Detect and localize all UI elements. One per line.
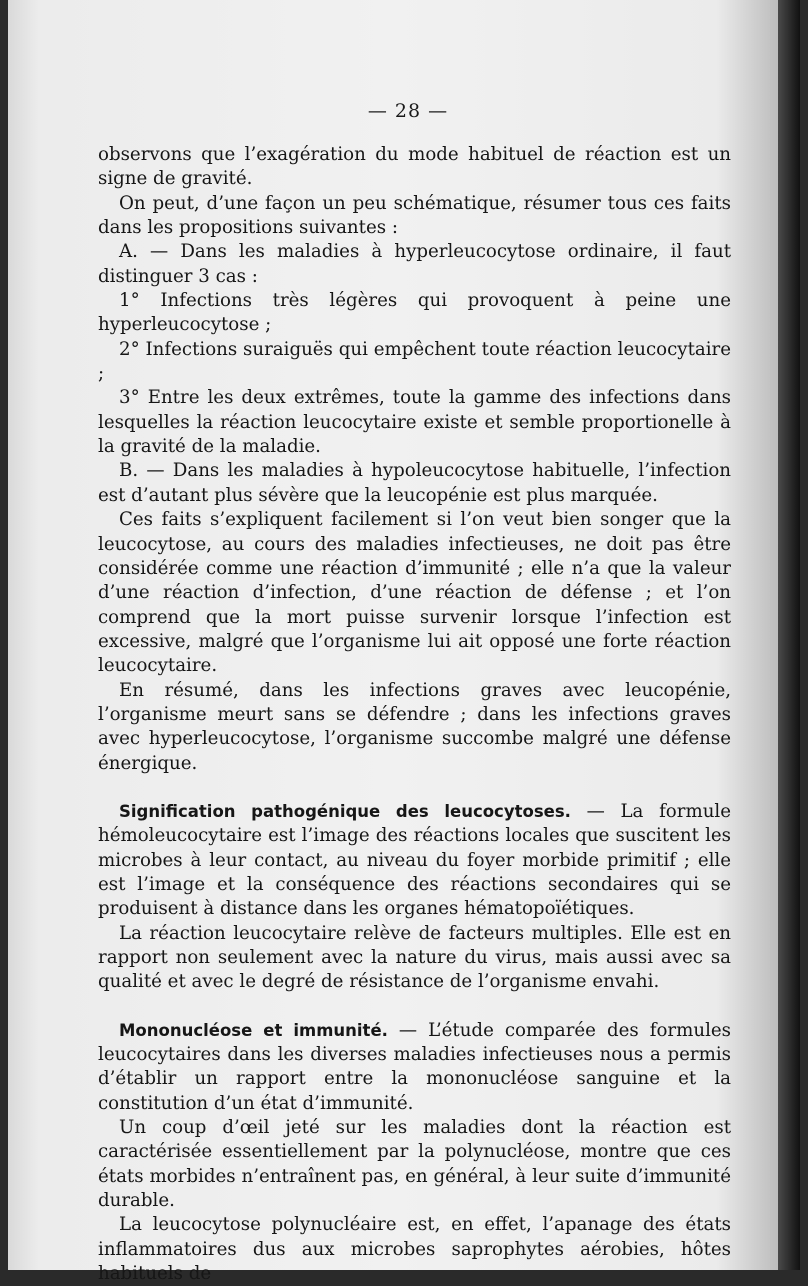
paragraph: La réaction leucocytaire relève de facteurs multiples. Elle est en rapport non seulement avec la nature du virus, mais aussi avec sa qualité et avec le degré de résistance de l’organisme envahi. <box>98 922 731 993</box>
paragraph: 3° Entre les deux extrêmes, toute la gamme des infections dans lesquelles la réaction leucocytaire existe et semble proportionelle à la gravité de la maladie. <box>98 387 731 458</box>
paragraph: Ces faits s’expliquent facilement si l’on veut bien songer que la leucocytose, au cours des maladies infectieuses, ne doit pas être considérée comme une réaction d’immunité ; elle n’a que la valeur d’une réaction d’infection, d’une réaction de défense ; et l’on comprend que la mort puisse survenir lorsque l’infection est excessive, malgré que l’organisme lui ait opposé une forte réaction leucocytaire. <box>98 509 731 677</box>
paragraph: Un coup d’œil jeté sur les maladies dont la réaction est caractérisée essentiellement par la polynucléose, montre que ces états morbides n’entraînent pas, en général, à leur suite d’immunité durable. <box>98 1117 731 1212</box>
section-immunity-lead <box>98 1019 731 1116</box>
section-spacer <box>98 995 731 1019</box>
section-lead-text: — La formule hémoleucocytaire est l’image des réactions locales que suscitent les microbes à leur contact, au niveau du foyer morbide primitif ; elle est l’image et la conséquence des réactions secondaires qui se produisent à distance dans les organes hématopoïétiques. <box>98 800 731 920</box>
paragraph: On peut, d’une façon un peu schématique, résumer tous ces faits dans les propositions suivantes : <box>98 192 731 239</box>
page-edge-shadow <box>778 0 800 1270</box>
section-pathogenic-lead <box>98 800 731 922</box>
paragraph: B. — Dans les maladies à hypoleucocytose habituelle, l’infection est d’autant plus sévère que la leucopénie est plus marquée. <box>98 460 731 506</box>
paragraph: 2° Infections suraiguës qui empêchent toute réaction leucocytaire ; <box>98 338 731 385</box>
page-number: — 28 — <box>367 100 449 122</box>
section-heading: Mononucléose et immunité. <box>119 1020 388 1040</box>
paragraph: A. — Dans les maladies à hyperleucocytose ordinaire, il faut distinguer 3 cas : <box>98 241 731 287</box>
document-page <box>8 0 778 1285</box>
paragraph: observons que l’exagération du mode habituel de réaction est un signe de gravité. <box>98 144 731 190</box>
section-spacer <box>98 776 731 800</box>
section-lead-text: — L’étude comparée des formules leucocytaires dans les diverses maladies infectieuses nous a permis d’établir un rapport entre la mononucléose sanguine et la constitution d’un état d’immunité. <box>98 1019 731 1114</box>
paragraph: 1° Infections très légères qui provoquent à peine une hyperleucocytose ; <box>98 290 731 336</box>
section-heading: Signification pathogénique des leucocytoses. <box>119 801 571 821</box>
paragraph: En résumé, dans les infections graves avec leucopénie, l’organisme meurt sans se défendre ; dans les infections graves avec hyperleucocytose, l’organisme succombe malgré une défense énergique. <box>98 679 731 774</box>
paragraph: La leucocytose polynucléaire est, en effet, l’apanage des états inflammatoires dus aux microbes saprophytes aérobies, hôtes habituels de <box>98 1214 731 1285</box>
body-text <box>98 143 731 1286</box>
